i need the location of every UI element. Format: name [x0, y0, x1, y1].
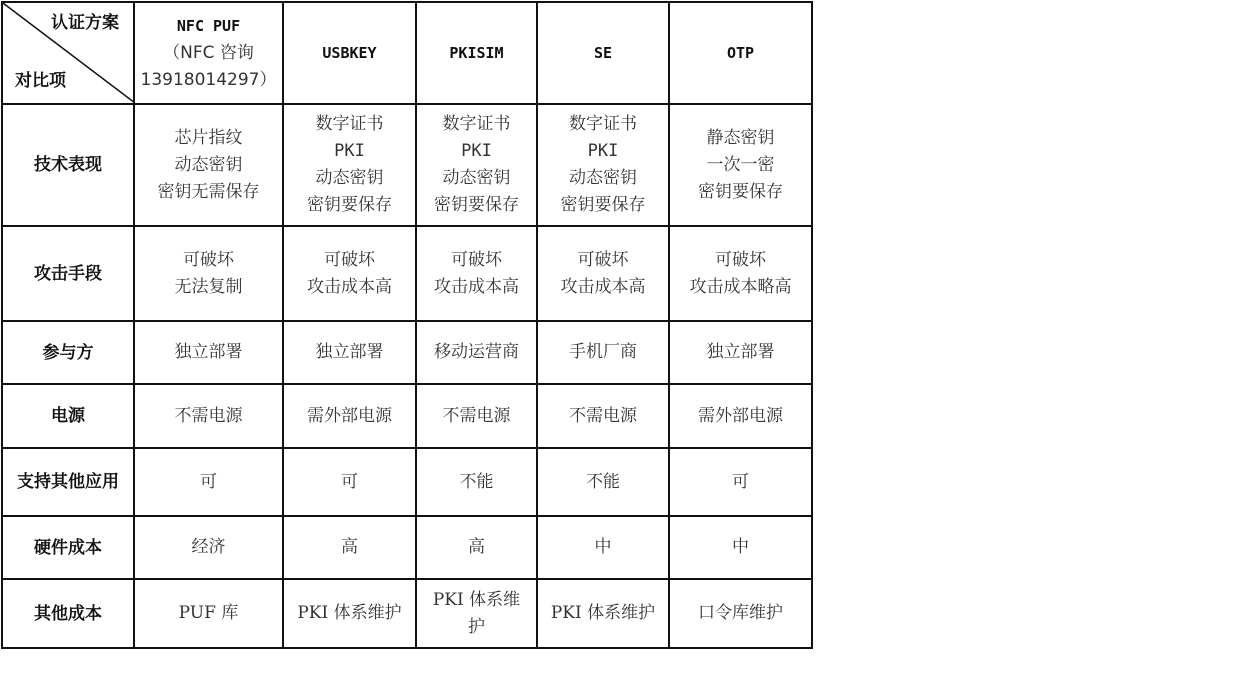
table-row — [2, 516, 812, 579]
table-cell: 可 — [283, 448, 416, 516]
table-cell: 中 — [669, 516, 812, 579]
column-header-line: （NFC 咨询 — [163, 42, 254, 63]
table-cell: 移动运营商 — [416, 321, 537, 384]
cell-line: 密钥要保存 — [698, 181, 783, 202]
table-cell — [669, 226, 812, 321]
cell-line: 密钥要保存 — [434, 195, 519, 215]
column-header-line: 13918014297） — [140, 69, 277, 90]
cell-line: PKI — [334, 141, 365, 161]
table-row — [2, 384, 812, 448]
table-row — [2, 104, 812, 226]
cell-line: 可破坏 — [324, 249, 375, 270]
cell-line: PKI — [461, 141, 492, 161]
cell-line: 攻击成本略高 — [689, 276, 792, 297]
row-label: 硬件成本 — [2, 516, 134, 579]
cell-line: 数字证书 — [315, 114, 384, 134]
table-cell: 口令库维护 — [669, 579, 812, 648]
row-label: 其他成本 — [2, 579, 134, 648]
cell-line: 动态密钥 — [315, 168, 384, 188]
row-label: 攻击手段 — [2, 226, 134, 321]
table-cell: 经济 — [134, 516, 283, 579]
table-cell: 手机厂商 — [537, 321, 669, 384]
table-cell: 不能 — [416, 448, 537, 516]
table-cell: 高 — [283, 516, 416, 579]
cell-line: 一次一密 — [706, 154, 775, 175]
corner-top-label: 认证方案 — [51, 13, 119, 33]
cell-line: 可破坏 — [577, 249, 629, 270]
table-cell: 不需电源 — [416, 384, 537, 448]
cell-line: 静态密钥 — [706, 127, 775, 148]
header-row — [2, 2, 812, 104]
table-cell: 独立部署 — [134, 321, 283, 384]
table-cell: 高 — [416, 516, 537, 579]
table-cell — [134, 226, 283, 321]
cell-line: 数字证书 — [569, 114, 637, 134]
cell-line: 密钥要保存 — [560, 195, 646, 215]
column-header-pkisim: PKISIM — [416, 2, 537, 104]
table-cell: 可 — [134, 448, 283, 516]
table-cell: PKI 体系维护 — [537, 579, 669, 648]
table-cell: PUF 库 — [134, 579, 283, 648]
cell-line: 可破坏 — [451, 249, 502, 270]
table-cell — [416, 104, 537, 226]
column-header-usbkey: USBKEY — [283, 2, 416, 104]
cell-line: 护 — [468, 616, 485, 637]
cell-line: 数字证书 — [442, 114, 511, 134]
comparison-table — [1, 1, 813, 649]
cell-line: 动态密钥 — [442, 168, 511, 188]
table-cell — [283, 104, 416, 226]
table-cell: 不需电源 — [537, 384, 669, 448]
table-cell — [283, 226, 416, 321]
table-cell: 需外部电源 — [669, 384, 812, 448]
corner-bottom-label: 对比项 — [15, 71, 66, 91]
table-cell: 可 — [669, 448, 812, 516]
table-cell: PKI 体系维护 — [283, 579, 416, 648]
cell-line: 攻击成本高 — [560, 276, 646, 297]
table-row — [2, 579, 812, 648]
cell-line: 可破坏 — [183, 249, 234, 270]
table-row — [2, 448, 812, 516]
corner-cell — [2, 2, 134, 104]
table-cell: 中 — [537, 516, 669, 579]
cell-line: 可破坏 — [715, 249, 766, 270]
table-row — [2, 321, 812, 384]
table-cell — [416, 226, 537, 321]
table-cell — [537, 104, 669, 226]
table-cell: 需外部电源 — [283, 384, 416, 448]
table-cell — [669, 104, 812, 226]
row-label: 电源 — [2, 384, 134, 448]
cell-line: PKI — [587, 141, 619, 161]
column-header-otp: OTP — [669, 2, 812, 104]
cell-line: 攻击成本高 — [307, 276, 392, 297]
cell-line: 无法复制 — [174, 276, 243, 297]
table-cell: 不能 — [537, 448, 669, 516]
cell-line: 动态密钥 — [569, 168, 637, 188]
column-header-line: NFC PUF — [176, 16, 241, 35]
column-header-nfc-puf — [134, 2, 283, 104]
cell-line: 密钥无需保存 — [157, 181, 260, 202]
table-row — [2, 226, 812, 321]
row-label: 参与方 — [2, 321, 134, 384]
row-label: 技术表现 — [2, 104, 134, 226]
cell-line: 动态密钥 — [174, 154, 243, 175]
table-cell — [416, 579, 537, 648]
table-cell: 不需电源 — [134, 384, 283, 448]
cell-line: 攻击成本高 — [434, 276, 519, 297]
cell-line: 芯片指纹 — [174, 127, 243, 148]
column-header-se: SE — [537, 2, 669, 104]
table-cell: 独立部署 — [669, 321, 812, 384]
cell-line: PKI 体系维 — [432, 589, 521, 610]
cell-line: 密钥要保存 — [307, 195, 392, 215]
row-label: 支持其他应用 — [2, 448, 134, 516]
table-cell — [134, 104, 283, 226]
table-cell — [537, 226, 669, 321]
table-cell: 独立部署 — [283, 321, 416, 384]
